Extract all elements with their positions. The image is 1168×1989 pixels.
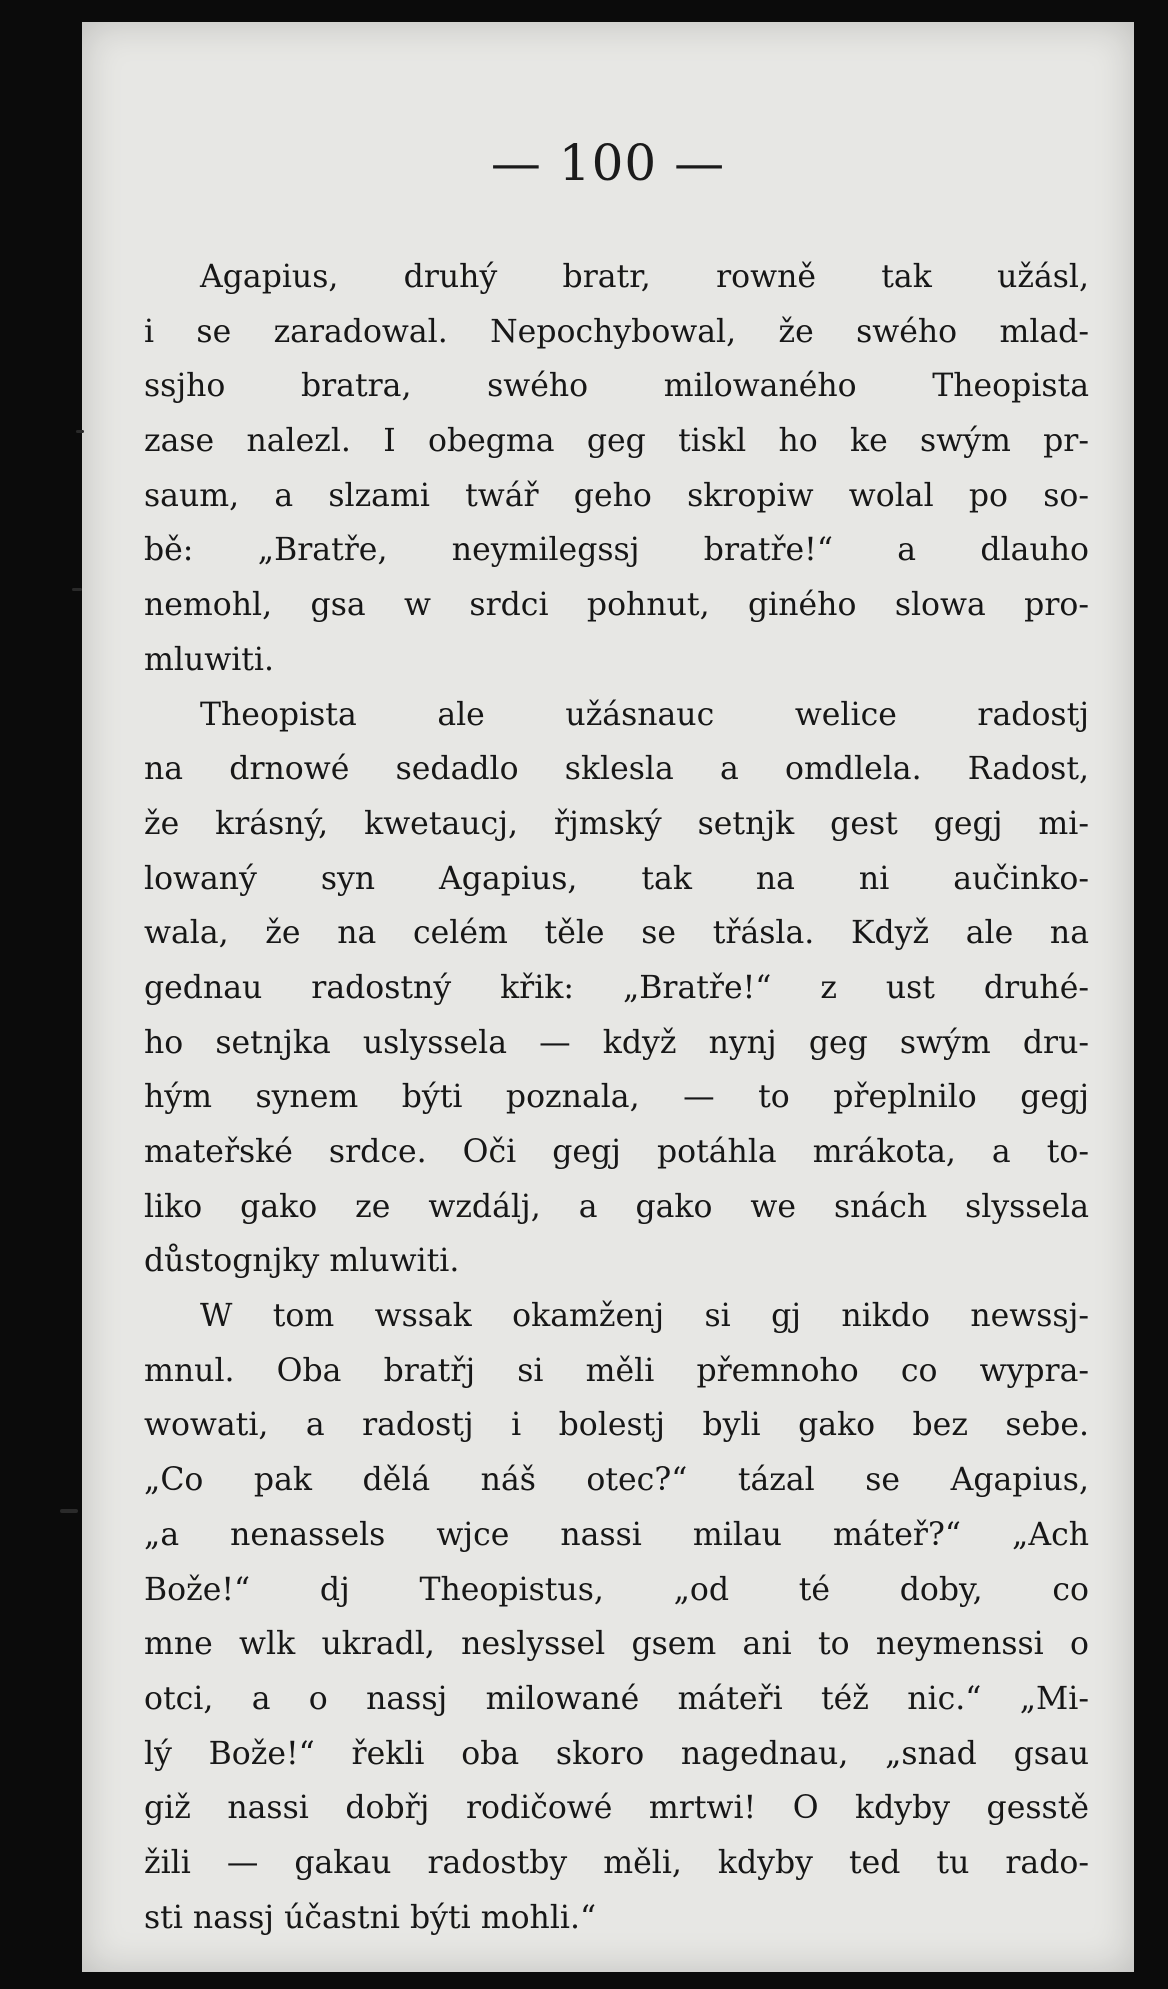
text-line: lowaný syn Agapius, tak na ni aučinko- — [144, 860, 1089, 897]
text-line: W tom wssak okamženj si gj nikdo newssj- — [200, 1298, 1089, 1335]
text-line: Agapius, druhý bratr, rowně tak užásl, — [200, 259, 1089, 295]
body-text — [144, 250, 1089, 1945]
text-line: zase nalezl. I obegma geg tiskl ho ke swým pr- — [144, 423, 1089, 460]
text-line: žili — gakau radostby měli, kdyby ted tu rado- — [144, 1844, 1089, 1881]
text-line: důstognjky mluwiti. — [144, 1243, 460, 1280]
text-line: i se zaradowal. Nepochybowal, že swého mlad- — [144, 313, 1089, 350]
text-line: otci, a o nassj milowané máteři též nic.“ „Mi- — [144, 1680, 1089, 1717]
text-line: Theopista ale užásnauc welice radostj — [200, 696, 1089, 733]
text-line: hým synem býti poznala, — to přeplnilo gegj — [144, 1079, 1089, 1116]
text-line: že krásný, kwetaucj, řjmský setnjk gest gegj mi- — [144, 805, 1089, 842]
text-line: „a nenassels wjce nassi milau máteř?“ „Ach — [144, 1516, 1089, 1553]
text-line: sti nassj účastni býti mohli.“ — [144, 1899, 597, 1936]
page-number: — 100 — — [490, 134, 726, 192]
text-line: lý Bože!“ řekli oba skoro nagednau, „snad gsau — [144, 1735, 1089, 1772]
book-page — [82, 22, 1134, 1972]
scan-speck — [76, 430, 84, 433]
text-line: giž nassi dobřj rodičowé mrtwi! O kdyby gesstě — [144, 1790, 1089, 1827]
text-line: wowati, a radostj i bolestj byli gako bez sebe. — [144, 1407, 1089, 1444]
text-line: na drnowé sedadlo sklesla a omdlela. Radost, — [144, 751, 1089, 788]
text-line: mnul. Oba bratřj si měli přemnoho co wypra- — [144, 1352, 1089, 1389]
text-line: „Co pak dělá náš otec?“ tázal se Agapius, — [144, 1462, 1089, 1499]
text-line: mne wlk ukradl, neslyssel gsem ani to neymenssi o — [144, 1626, 1089, 1663]
text-line: saum, a slzami twář geho skropiw wolal po so- — [144, 477, 1089, 514]
text-line: gednau radostný křik: „Bratře!“ z ust druhé- — [144, 969, 1089, 1006]
text-line: ho setnjka uslyssela — když nynj geg swým dru- — [144, 1024, 1089, 1061]
text-line: liko gako ze wzdálj, a gako we snách slyssela — [144, 1188, 1089, 1225]
text-line: wala, že na celém těle se třásla. Když ale na — [144, 915, 1089, 952]
text-line: nemohl, gsa w srdci pohnut, giného slowa pro- — [144, 587, 1089, 624]
scan-speck — [60, 1509, 78, 1513]
text-line: Bože!“ dj Theopistus, „od té doby, co — [144, 1571, 1089, 1608]
text-line: mluwiti. — [144, 641, 275, 678]
scan-speck — [72, 588, 82, 591]
text-line: ssjho bratra, swého milowaného Theopista — [144, 368, 1089, 405]
text-line: bě: „Bratře, neymilegssj bratře!“ a dlauho — [144, 532, 1089, 569]
text-line: mateřské srdce. Oči gegj potáhla mrákota, a to- — [144, 1134, 1089, 1170]
